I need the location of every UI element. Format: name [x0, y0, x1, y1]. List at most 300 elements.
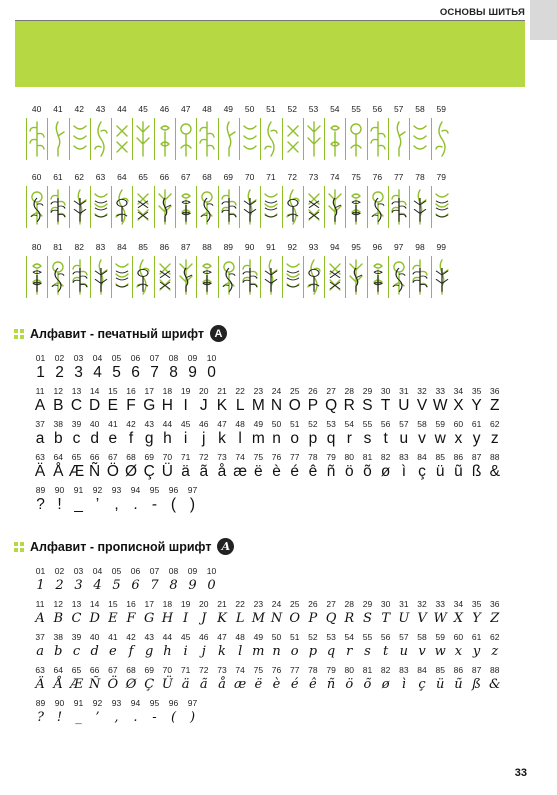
stitch-pattern-cell	[345, 118, 366, 162]
character-number: 72	[199, 665, 209, 675]
character-glyph: y	[472, 430, 481, 447]
character-number: 50	[271, 419, 282, 429]
stitch-pattern-cell	[409, 256, 430, 300]
character-glyph: !	[57, 496, 62, 513]
block-font-icon: A	[210, 325, 227, 342]
character-number: 23	[253, 599, 264, 609]
character-number: 26	[308, 386, 318, 396]
character-glyph: t	[383, 430, 388, 447]
character-number: 75	[253, 665, 264, 675]
stitch-number: 58	[415, 104, 425, 114]
character-number: 08	[168, 353, 179, 363]
character-glyph: 1	[36, 578, 45, 593]
stitch-pattern-icon	[221, 122, 237, 156]
character-number: 31	[399, 599, 409, 609]
character-glyph: S	[363, 611, 372, 626]
stitch-pattern-cell	[154, 118, 175, 162]
character-glyph: x	[454, 644, 463, 659]
character-glyph: A	[34, 397, 46, 414]
character-glyph: 5	[112, 578, 121, 593]
stitch-pattern-cell	[303, 186, 324, 230]
stitch-pattern-icon	[29, 260, 45, 294]
stitch-number-row	[26, 242, 466, 256]
character-number: 60	[453, 632, 464, 642]
character-number: 67	[108, 665, 118, 675]
character-number: 14	[89, 386, 100, 396]
character-glyph: K	[217, 611, 227, 626]
stitch-pattern-cell	[324, 256, 345, 300]
character-glyph: ì	[401, 677, 406, 692]
character-number: 12	[53, 599, 64, 609]
character-number: 86	[453, 452, 464, 462]
character-glyph: ç	[418, 677, 426, 692]
character-row	[31, 496, 202, 514]
character-glyph: 2	[55, 578, 64, 593]
character-number: 95	[149, 485, 160, 495]
stitch-pattern-cell	[303, 118, 324, 162]
character-glyph: T	[381, 611, 390, 626]
character-row	[31, 430, 504, 448]
character-glyph: Q	[325, 397, 338, 414]
character-row	[31, 577, 221, 595]
script-alphabet-heading	[14, 538, 234, 555]
script-font-icon: A	[217, 538, 234, 555]
character-glyph: ũ	[454, 463, 463, 480]
character-number: 79	[326, 665, 336, 675]
character-number: 30	[380, 386, 391, 396]
character-glyph: 0	[207, 364, 216, 381]
character-number: 51	[289, 419, 300, 429]
character-number: 40	[89, 419, 100, 429]
character-number: 18	[162, 386, 173, 396]
character-number: 06	[130, 566, 141, 576]
character-glyph: (	[170, 496, 177, 513]
character-number: 58	[417, 632, 427, 642]
character-glyph: x	[454, 430, 463, 447]
character-glyph: Æ	[69, 677, 83, 692]
character-glyph: E	[108, 611, 118, 626]
character-glyph: J	[201, 611, 207, 626]
character-number: 22	[235, 599, 245, 609]
character-glyph: Æ	[68, 463, 85, 480]
character-glyph: V	[417, 611, 427, 626]
character-row	[31, 610, 504, 628]
alphabet-row	[31, 386, 504, 415]
character-number: 78	[308, 665, 318, 675]
stitch-pattern-icon	[29, 190, 45, 224]
character-number: 39	[71, 632, 82, 642]
character-glyph: z	[491, 644, 499, 659]
stitch-pattern-icon	[93, 260, 109, 294]
character-glyph: Ø	[125, 463, 138, 480]
stitch-pattern-cell	[367, 256, 388, 300]
character-number: 24	[271, 599, 282, 609]
character-number: 58	[417, 419, 427, 429]
character-glyph: (	[170, 710, 177, 725]
character-number: 95	[149, 698, 160, 708]
character-glyph: å	[218, 677, 226, 692]
stitch-pattern-icon	[199, 190, 215, 224]
stitch-pattern-cell	[324, 186, 345, 230]
stitch-number: 83	[95, 242, 106, 252]
character-number: 08	[168, 566, 179, 576]
stitch-pattern-icon	[327, 122, 343, 156]
alphabet-row	[31, 353, 221, 382]
character-glyph: é	[290, 677, 299, 692]
character-number: 23	[253, 386, 264, 396]
character-number: 94	[130, 698, 141, 708]
character-glyph: õ	[363, 463, 372, 480]
character-glyph: 7	[150, 578, 159, 593]
stitch-pattern-icon	[72, 260, 88, 294]
stitch-pattern-icon	[391, 260, 407, 294]
character-glyph: A	[35, 611, 45, 626]
stitch-number: 71	[266, 172, 276, 182]
character-number: 60	[453, 419, 464, 429]
stitch-pattern-cell	[154, 256, 175, 300]
character-row	[31, 397, 504, 415]
character-number: 87	[471, 665, 482, 675]
character-glyph: &	[488, 677, 501, 692]
character-row	[31, 643, 504, 661]
character-number: 77	[289, 665, 300, 675]
character-number: 22	[235, 386, 245, 396]
stitch-pattern-cell	[132, 186, 153, 230]
stitch-number: 61	[53, 172, 63, 182]
stitch-pattern-icon	[370, 190, 386, 224]
character-number: 47	[217, 419, 227, 429]
character-number: 18	[162, 599, 173, 609]
character-glyph: Y	[472, 611, 481, 626]
stitch-pattern-icon	[263, 122, 279, 156]
stitch-pattern-icon	[157, 260, 173, 294]
character-glyph: j	[202, 430, 206, 447]
character-glyph: d	[90, 644, 99, 659]
stitch-pattern-icon	[412, 260, 428, 294]
character-glyph: S	[362, 397, 373, 414]
stitch-number: 96	[372, 242, 383, 252]
character-number: 55	[362, 632, 373, 642]
character-glyph: ’	[95, 710, 100, 725]
character-number: 67	[108, 452, 118, 462]
character-glyph: p	[308, 644, 318, 659]
stitch-pattern-icon	[221, 190, 237, 224]
character-number: 19	[180, 599, 191, 609]
character-row	[31, 676, 504, 694]
character-glyph: l	[238, 430, 242, 447]
stitch-pattern-cell	[303, 256, 324, 300]
character-number: 71	[180, 452, 191, 462]
character-number: 10	[206, 353, 217, 363]
character-glyph: Ü	[161, 463, 173, 480]
character-glyph: ũ	[454, 677, 463, 692]
character-number: 39	[71, 419, 82, 429]
character-glyph: ê	[308, 463, 318, 480]
character-glyph: e	[108, 644, 117, 659]
stitch-pattern-cell	[90, 256, 111, 300]
character-glyph: b	[54, 644, 63, 659]
character-number: 96	[168, 485, 179, 495]
character-glyph: 6	[131, 364, 140, 381]
stitch-pattern-cell	[47, 118, 68, 162]
stitch-number: 70	[244, 172, 255, 182]
character-glyph: n	[272, 430, 281, 447]
character-number: 90	[54, 698, 65, 708]
stitch-pattern-icon	[93, 190, 109, 224]
character-number: 46	[199, 632, 209, 642]
character-glyph: Å	[53, 463, 64, 480]
character-number: 74	[235, 452, 245, 462]
header-band	[15, 21, 525, 87]
character-number: 47	[217, 632, 227, 642]
character-glyph: v	[418, 430, 426, 447]
stitch-pattern-icon	[412, 190, 428, 224]
character-number: 32	[417, 386, 427, 396]
stitch-pattern-cell	[239, 118, 260, 162]
stitch-number: 69	[223, 172, 234, 182]
stitch-number: 75	[351, 172, 361, 182]
character-number: 31	[399, 386, 409, 396]
character-glyph: W	[432, 397, 448, 414]
character-glyph: ø	[381, 677, 390, 692]
character-glyph: å	[217, 463, 227, 480]
stitch-number: 72	[287, 172, 297, 182]
character-number: 44	[162, 632, 173, 642]
stitch-pattern-cell	[282, 256, 303, 300]
character-number: 81	[362, 665, 373, 675]
stitch-pattern-cell	[218, 256, 239, 300]
stitch-number: 82	[74, 242, 84, 252]
character-number: 04	[92, 566, 103, 576]
character-glyph: m	[251, 430, 265, 447]
stitch-pattern-icon	[93, 122, 109, 156]
character-number: 85	[435, 452, 445, 462]
character-number: 33	[435, 386, 445, 396]
character-glyph: c	[72, 644, 81, 659]
character-glyph: M	[251, 397, 265, 414]
character-glyph: J	[199, 397, 208, 414]
chapter-tab	[530, 0, 557, 40]
character-glyph: _	[75, 710, 82, 725]
character-glyph: L	[235, 397, 245, 414]
character-number: 89	[35, 698, 46, 708]
character-glyph: Ñ	[89, 463, 101, 480]
stitch-pattern-cell	[345, 186, 366, 230]
character-number: 96	[168, 698, 179, 708]
character-number: 11	[35, 599, 45, 609]
character-glyph: l	[238, 644, 243, 659]
character-number: 91	[73, 698, 84, 708]
character-glyph: q	[326, 430, 336, 447]
stitch-pattern-cell	[239, 256, 260, 300]
character-glyph: R	[344, 611, 355, 626]
character-glyph: æ	[233, 463, 248, 480]
stitch-number: 87	[180, 242, 191, 252]
character-glyph: ø	[380, 463, 391, 480]
stitch-row	[26, 172, 466, 230]
stitch-number: 45	[138, 104, 148, 114]
stitch-pattern-icon	[72, 122, 88, 156]
stitch-number: 50	[244, 104, 255, 114]
character-number: 57	[399, 632, 409, 642]
section-marker-icon	[14, 542, 24, 552]
stitch-number: 59	[436, 104, 447, 114]
stitch-icon-row	[26, 186, 466, 230]
stitch-pattern-icon	[157, 122, 173, 156]
character-glyph: ö	[344, 463, 354, 480]
character-glyph: i	[183, 644, 188, 659]
character-glyph: E	[107, 397, 119, 414]
character-glyph: P	[307, 397, 319, 414]
character-number: 57	[399, 419, 409, 429]
character-glyph: -	[152, 710, 157, 725]
stitch-pattern-icon	[135, 190, 151, 224]
character-glyph: F	[126, 611, 136, 626]
character-number: 41	[108, 632, 118, 642]
character-number: 62	[490, 419, 500, 429]
character-number: 53	[326, 632, 336, 642]
character-glyph: è	[272, 463, 281, 480]
character-glyph: X	[453, 611, 464, 626]
character-glyph: ß	[471, 463, 482, 480]
character-number: 43	[144, 419, 154, 429]
character-glyph: d	[90, 430, 99, 447]
stitch-pattern-cell	[175, 118, 196, 162]
stitch-number: 88	[202, 242, 212, 252]
character-number: 01	[35, 353, 46, 363]
character-number: 35	[471, 599, 482, 609]
stitch-pattern-cell	[132, 118, 153, 162]
stitch-pattern-icon	[29, 122, 45, 156]
character-number: 62	[490, 632, 500, 642]
character-number: 34	[453, 599, 464, 609]
character-glyph: g	[145, 644, 154, 659]
character-glyph: Ñ	[88, 677, 101, 692]
character-number: 38	[53, 632, 64, 642]
character-number: 05	[111, 566, 122, 576]
character-number: 61	[471, 419, 482, 429]
stitch-pattern-icon	[199, 122, 215, 156]
stitch-pattern-icon	[50, 260, 66, 294]
stitch-number: 64	[117, 172, 127, 182]
character-glyph: I	[183, 611, 189, 626]
stitch-pattern-icon	[434, 260, 450, 294]
character-number: 03	[73, 353, 84, 363]
stitch-pattern-icon	[412, 122, 428, 156]
stitch-pattern-icon	[348, 122, 364, 156]
character-glyph: D	[89, 397, 101, 414]
character-number: 48	[235, 632, 245, 642]
stitch-pattern-cell	[282, 118, 303, 162]
stitch-number: 81	[53, 242, 63, 252]
character-glyph: ä	[181, 677, 190, 692]
character-number: 09	[187, 566, 198, 576]
character-glyph: 3	[74, 364, 83, 381]
character-number: 02	[54, 566, 65, 576]
character-number: 84	[417, 452, 427, 462]
stitch-number: 55	[351, 104, 361, 114]
character-glyph: F	[126, 397, 136, 414]
character-number: 12	[53, 386, 64, 396]
alphabet-row	[31, 665, 504, 694]
character-number: 50	[271, 632, 282, 642]
character-glyph: Q	[325, 611, 337, 626]
character-number: 27	[326, 386, 336, 396]
stitch-pattern-icon	[391, 122, 407, 156]
character-glyph: è	[272, 677, 281, 692]
character-glyph: C	[70, 397, 83, 414]
character-number: 21	[217, 599, 227, 609]
stitch-pattern-icon	[434, 122, 450, 156]
character-number: 16	[126, 599, 136, 609]
character-glyph: Ä	[34, 463, 46, 480]
character-glyph: 3	[74, 578, 83, 593]
character-number: 63	[35, 452, 45, 462]
character-number-row	[31, 632, 504, 643]
stitch-pattern-cell	[154, 186, 175, 230]
character-number: 93	[111, 485, 122, 495]
character-glyph: U	[398, 397, 410, 414]
character-glyph: 5	[112, 364, 121, 381]
character-number: 92	[92, 698, 103, 708]
stitch-number: 97	[393, 242, 404, 252]
character-glyph: B	[53, 611, 64, 626]
character-glyph: ñ	[326, 677, 336, 692]
stitch-pattern-cell	[111, 118, 132, 162]
stitch-pattern-icon	[285, 260, 301, 294]
character-glyph: W	[433, 611, 447, 626]
character-glyph: !	[56, 710, 63, 725]
character-number: 79	[326, 452, 336, 462]
stitch-pattern-icon	[178, 260, 194, 294]
stitch-number: 52	[287, 104, 297, 114]
character-number: 89	[35, 485, 46, 495]
character-glyph: ?	[36, 496, 45, 513]
character-number: 59	[435, 632, 445, 642]
character-number: 16	[126, 386, 136, 396]
character-number: 46	[199, 419, 209, 429]
stitch-pattern-icon	[157, 190, 173, 224]
character-number: 64	[53, 452, 64, 462]
character-glyph: Z	[490, 611, 500, 626]
character-glyph: ã	[199, 463, 209, 480]
character-glyph: N	[270, 611, 283, 626]
character-number: 93	[111, 698, 122, 708]
block-alphabet-title: Алфавит - печатный шрифт	[30, 326, 204, 341]
character-glyph: M	[251, 611, 265, 626]
character-glyph: .	[133, 496, 138, 513]
character-glyph: s	[363, 430, 372, 447]
character-number: 88	[490, 665, 500, 675]
stitch-pattern-cell	[90, 186, 111, 230]
character-glyph: Ü	[161, 677, 173, 692]
stitch-number: 51	[266, 104, 276, 114]
character-glyph: ?	[37, 710, 44, 725]
character-number: 72	[199, 452, 209, 462]
character-glyph: y	[472, 644, 481, 659]
character-glyph: H	[161, 611, 174, 626]
character-glyph: 0	[207, 578, 216, 593]
character-number-row	[31, 599, 504, 610]
stitch-pattern-icon	[114, 122, 130, 156]
character-number: 36	[490, 386, 500, 396]
character-glyph: v	[418, 644, 426, 659]
character-glyph: Ç	[143, 463, 155, 480]
character-glyph: L	[235, 611, 245, 626]
stitch-pattern-icon	[370, 122, 386, 156]
character-number: 32	[417, 599, 427, 609]
character-number: 43	[144, 632, 154, 642]
